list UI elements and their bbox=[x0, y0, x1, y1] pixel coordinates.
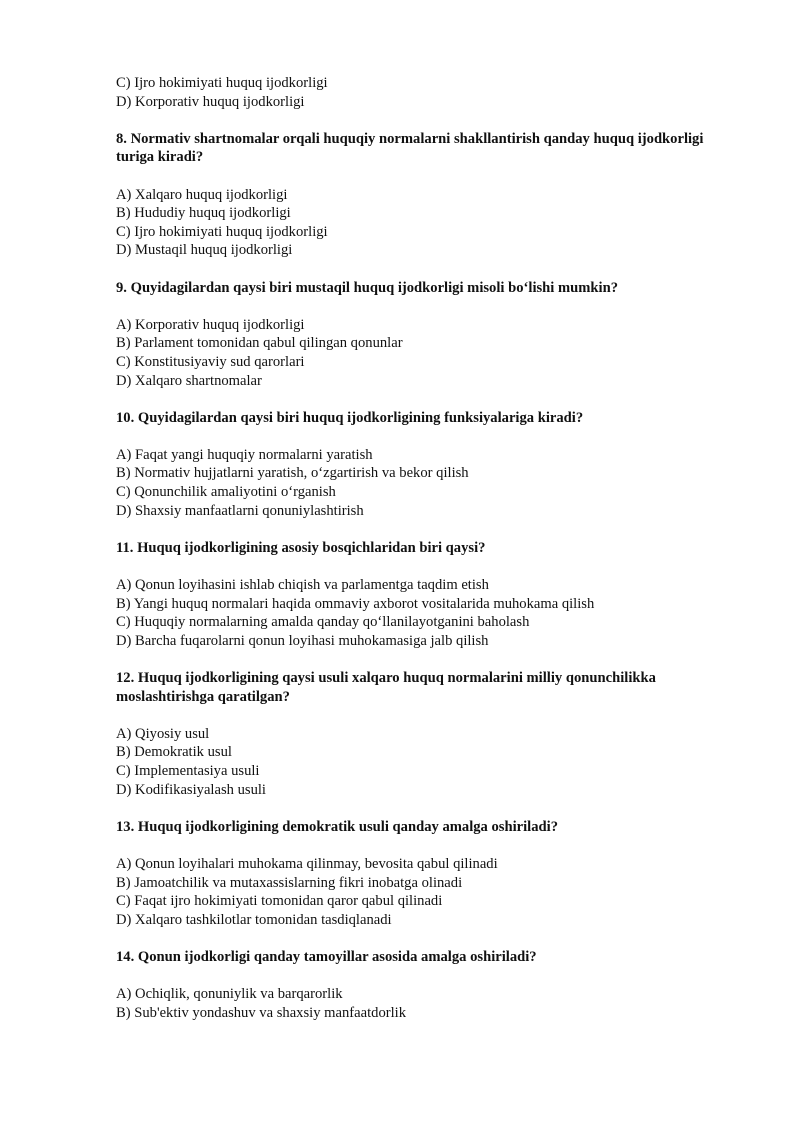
option: A) Qiyosiy usul bbox=[116, 725, 210, 742]
option: A) Qonun loyihalari muhokama qilinmay, bevosita qabul qilinadi bbox=[116, 855, 498, 872]
question-title: 12. Huquq ijodkorligining qaysi usuli xalqaro huquq normalarini milliy qonunchilikka moslashtirishga qaratilgan? bbox=[116, 670, 656, 705]
option-list bbox=[116, 985, 716, 1022]
option: C) Faqat ijro hokimiyati tomonidan qaror qabul qilinadi bbox=[116, 893, 443, 910]
question-10 bbox=[116, 409, 716, 521]
option-list bbox=[116, 446, 716, 520]
question-12 bbox=[116, 669, 716, 799]
option: B) Hududiy huquq ijodkorligi bbox=[116, 205, 291, 222]
option: D) Mustaqil huquq ijodkorligi bbox=[116, 242, 293, 259]
option-list bbox=[116, 576, 716, 650]
option: B) Parlament tomonidan qabul qilingan qonunlar bbox=[116, 335, 403, 352]
option: B) Jamoatchilik va mutaxassislarning fikri inobatga olinadi bbox=[116, 874, 463, 891]
option: B) Sub'ektiv yondashuv va shaxsiy manfaatdorlik bbox=[116, 1004, 407, 1021]
question-13 bbox=[116, 818, 716, 930]
option: A) Qonun loyihasini ishlab chiqish va parlamentga taqdim etish bbox=[116, 577, 489, 594]
option-list bbox=[116, 855, 716, 929]
option: D) Xalqaro shartnomalar bbox=[116, 372, 262, 389]
question-14 bbox=[116, 948, 716, 1022]
option: C) Implementasiya usuli bbox=[116, 762, 260, 779]
question-title: 10. Quyidagilardan qaysi biri huquq ijodkorligining funksiyalariga kiradi? bbox=[116, 409, 584, 426]
option: B) Normativ hujjatlarni yaratish, o‘zgartirish va bekor qilish bbox=[116, 465, 469, 482]
option: C) Konstitusiyaviy sud qarorlari bbox=[116, 353, 305, 370]
option-list bbox=[116, 316, 716, 390]
document-page bbox=[116, 74, 716, 1022]
option: A) Xalqaro huquq ijodkorligi bbox=[116, 186, 288, 203]
option: D) Barcha fuqarolarni qonun loyihasi muhokamasiga jalb qilish bbox=[116, 632, 489, 649]
option: A) Faqat yangi huquqiy normalarni yaratish bbox=[116, 446, 373, 463]
option: A) Korporativ huquq ijodkorligi bbox=[116, 316, 305, 333]
option: D) Korporativ huquq ijodkorligi bbox=[116, 93, 305, 110]
question-title: 8. Normativ shartnomalar orqali huquqiy normalarni shakllantirish qanday huquq ijodkorligi turiga kiradi? bbox=[116, 130, 704, 166]
previous-question-options bbox=[116, 74, 716, 111]
question-title: 11. Huquq ijodkorligining asosiy bosqichlaridan biri qaysi? bbox=[116, 539, 486, 556]
question-title: 9. Quyidagilardan qaysi biri mustaqil huquq ijodkorligi misoli bo‘lishi mumkin? bbox=[116, 279, 619, 296]
question-8 bbox=[116, 130, 716, 260]
option: D) Xalqaro tashkilotlar tomonidan tasdiqlanadi bbox=[116, 911, 392, 928]
option: C) Qonunchilik amaliyotini o‘rganish bbox=[116, 484, 336, 501]
option: C) Ijro hokimiyati huquq ijodkorligi bbox=[116, 75, 328, 91]
question-9 bbox=[116, 279, 716, 391]
option-list bbox=[116, 186, 716, 260]
option: C) Huquqiy normalarning amalda qanday qo‘llanilayotganini baholash bbox=[116, 614, 530, 631]
option-list bbox=[116, 725, 716, 799]
question-11 bbox=[116, 539, 716, 651]
question-title: 13. Huquq ijodkorligining demokratik usuli qanday amalga oshiriladi? bbox=[116, 818, 558, 835]
option: C) Ijro hokimiyati huquq ijodkorligi bbox=[116, 223, 328, 240]
question-title: 14. Qonun ijodkorligi qanday tamoyillar asosida amalga oshiriladi? bbox=[116, 948, 537, 965]
option: D) Kodifikasiyalash usuli bbox=[116, 781, 266, 798]
option: A) Ochiqlik, qonuniylik va barqarorlik bbox=[116, 986, 343, 1003]
option: B) Yangi huquq normalari haqida ommaviy axborot vositalarida muhokama qilish bbox=[116, 595, 595, 612]
option: B) Demokratik usul bbox=[116, 744, 232, 761]
option: D) Shaxsiy manfaatlarni qonuniylashtirish bbox=[116, 502, 364, 519]
